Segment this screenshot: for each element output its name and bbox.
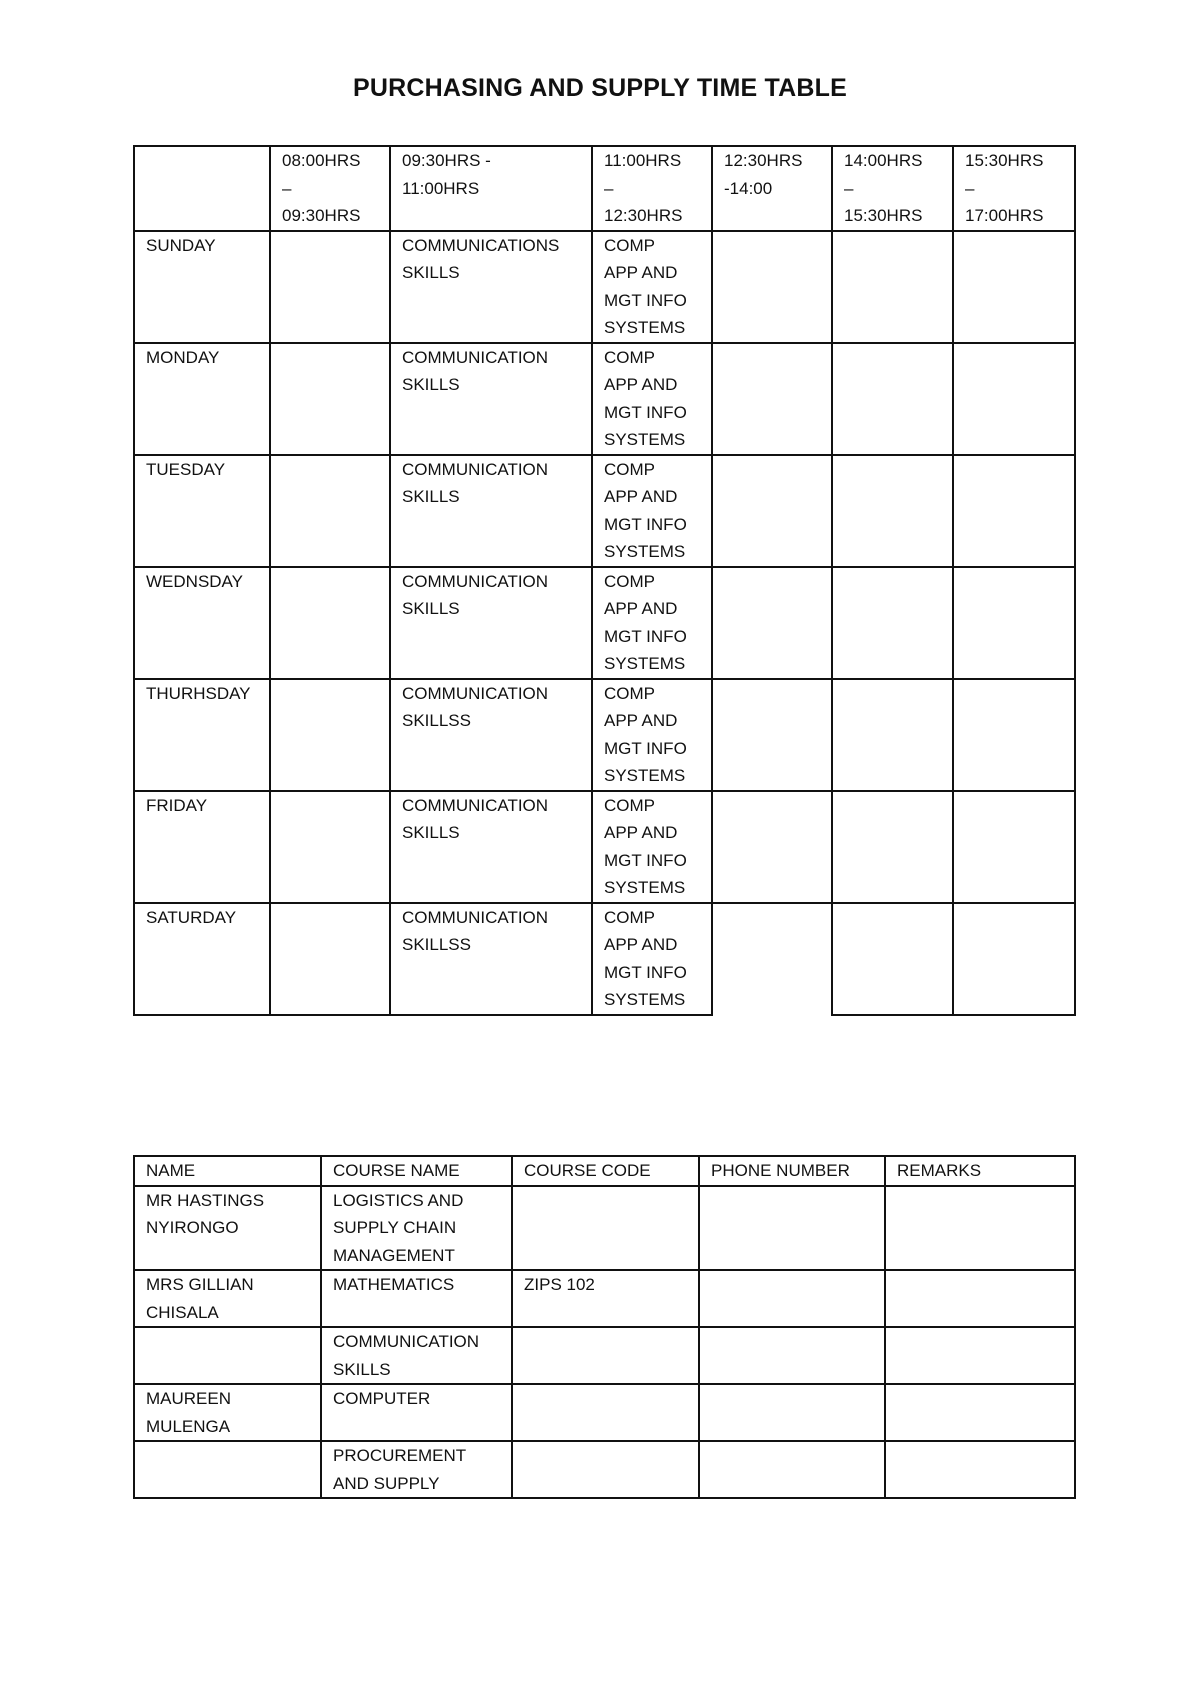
phone-number-cell — [699, 1441, 885, 1498]
schedule-cell: COMMUNICATION SKILLS — [390, 343, 592, 455]
schedule-cell — [832, 903, 953, 1015]
day-cell: TUESDAY — [134, 455, 270, 567]
timetable-row-friday — [134, 791, 1075, 903]
timetable-row-tuesday — [134, 455, 1075, 567]
day-cell: SATURDAY — [134, 903, 270, 1015]
schedule-cell — [832, 567, 953, 679]
timetable-row-monday — [134, 343, 1075, 455]
column-header-course-code: COURSE CODE — [512, 1156, 699, 1186]
schedule-cell: COMP APP AND MGT INFO SYSTEMS — [592, 679, 712, 791]
schedule-cell — [712, 231, 832, 343]
column-header-course-name: COURSE NAME — [321, 1156, 512, 1186]
course-name-cell: MATHEMATICS — [321, 1270, 512, 1327]
schedule-cell: COMMUNICATIONS SKILLS — [390, 231, 592, 343]
remarks-cell — [885, 1384, 1075, 1441]
schedule-cell — [832, 343, 953, 455]
schedule-cell: COMP APP AND MGT INFO SYSTEMS — [592, 455, 712, 567]
phone-number-cell — [699, 1270, 885, 1327]
schedule-cell — [712, 791, 832, 903]
name-cell: MRS GILLIAN CHISALA — [134, 1270, 321, 1327]
column-header-name: NAME — [134, 1156, 321, 1186]
schedule-cell — [712, 455, 832, 567]
name-cell — [134, 1327, 321, 1384]
time-slot-header: 11:00HRS – 12:30HRS — [592, 146, 712, 231]
table-row — [134, 1270, 1075, 1327]
staff-table — [133, 1155, 1076, 1499]
phone-number-cell — [699, 1186, 885, 1271]
staff-header-row — [134, 1156, 1075, 1186]
schedule-cell — [712, 903, 832, 1015]
page-title: PURCHASING AND SUPPLY TIME TABLE — [353, 74, 847, 102]
remarks-cell — [885, 1270, 1075, 1327]
schedule-cell — [270, 679, 390, 791]
day-cell: FRIDAY — [134, 791, 270, 903]
schedule-cell — [712, 679, 832, 791]
schedule-cell — [270, 903, 390, 1015]
timetable — [133, 145, 1076, 1016]
schedule-cell: COMMUNICATION SKILLSS — [390, 903, 592, 1015]
schedule-cell: COMP APP AND MGT INFO SYSTEMS — [592, 791, 712, 903]
schedule-cell — [953, 791, 1075, 903]
day-cell: WEDNSDAY — [134, 567, 270, 679]
schedule-cell: COMMUNICATION SKILLS — [390, 791, 592, 903]
time-slot-header: 14:00HRS – 15:30HRS — [832, 146, 953, 231]
schedule-cell — [270, 455, 390, 567]
time-slot-header: 15:30HRS – 17:00HRS — [953, 146, 1075, 231]
schedule-cell: COMMUNICATION SKILLS — [390, 567, 592, 679]
timetable-row-saturday — [134, 903, 1075, 1015]
schedule-cell — [953, 903, 1075, 1015]
schedule-cell — [953, 679, 1075, 791]
schedule-cell — [270, 343, 390, 455]
schedule-cell — [270, 791, 390, 903]
time-slot-header: 08:00HRS – 09:30HRS — [270, 146, 390, 231]
schedule-cell: COMMUNICATION SKILLS — [390, 455, 592, 567]
course-name-cell: PROCUREMENT AND SUPPLY — [321, 1441, 512, 1498]
remarks-cell — [885, 1327, 1075, 1384]
timetable-row-wednesday — [134, 567, 1075, 679]
course-code-cell — [512, 1384, 699, 1441]
schedule-cell: COMP APP AND MGT INFO SYSTEMS — [592, 567, 712, 679]
course-code-cell — [512, 1441, 699, 1498]
schedule-cell — [953, 231, 1075, 343]
course-code-cell — [512, 1327, 699, 1384]
course-name-cell: COMMUNICATION SKILLS — [321, 1327, 512, 1384]
table-row — [134, 1384, 1075, 1441]
schedule-cell — [270, 231, 390, 343]
phone-number-cell — [699, 1384, 885, 1441]
phone-number-cell — [699, 1327, 885, 1384]
course-code-cell — [512, 1186, 699, 1271]
schedule-cell — [712, 343, 832, 455]
column-header-remarks: REMARKS — [885, 1156, 1075, 1186]
course-name-cell: COMPUTER — [321, 1384, 512, 1441]
remarks-cell — [885, 1186, 1075, 1271]
schedule-cell: COMP APP AND MGT INFO SYSTEMS — [592, 343, 712, 455]
schedule-cell: COMP APP AND MGT INFO SYSTEMS — [592, 231, 712, 343]
name-cell: MAUREEN MULENGA — [134, 1384, 321, 1441]
schedule-cell: COMP APP AND MGT INFO SYSTEMS — [592, 903, 712, 1015]
timetable-corner-cell — [134, 146, 270, 231]
schedule-cell — [953, 455, 1075, 567]
day-cell: SUNDAY — [134, 231, 270, 343]
course-code-cell: ZIPS 102 — [512, 1270, 699, 1327]
day-cell: THURHSDAY — [134, 679, 270, 791]
timetable-row-sunday — [134, 231, 1075, 343]
schedule-cell — [953, 343, 1075, 455]
name-cell — [134, 1441, 321, 1498]
schedule-cell — [832, 791, 953, 903]
schedule-cell — [270, 567, 390, 679]
time-slot-header: 12:30HRS -14:00 — [712, 146, 832, 231]
schedule-cell — [832, 455, 953, 567]
schedule-cell — [712, 567, 832, 679]
timetable-header-row — [134, 146, 1075, 231]
day-cell: MONDAY — [134, 343, 270, 455]
table-row — [134, 1186, 1075, 1271]
name-cell: MR HASTINGS NYIRONGO — [134, 1186, 321, 1271]
schedule-cell: COMMUNICATION SKILLSS — [390, 679, 592, 791]
time-slot-header: 09:30HRS - 11:00HRS — [390, 146, 592, 231]
table-row — [134, 1441, 1075, 1498]
remarks-cell — [885, 1441, 1075, 1498]
schedule-cell — [953, 567, 1075, 679]
schedule-cell — [832, 231, 953, 343]
schedule-cell — [832, 679, 953, 791]
table-row — [134, 1327, 1075, 1384]
column-header-phone-number: PHONE NUMBER — [699, 1156, 885, 1186]
course-name-cell: LOGISTICS AND SUPPLY CHAIN MANAGEMENT — [321, 1186, 512, 1271]
timetable-row-thursday — [134, 679, 1075, 791]
